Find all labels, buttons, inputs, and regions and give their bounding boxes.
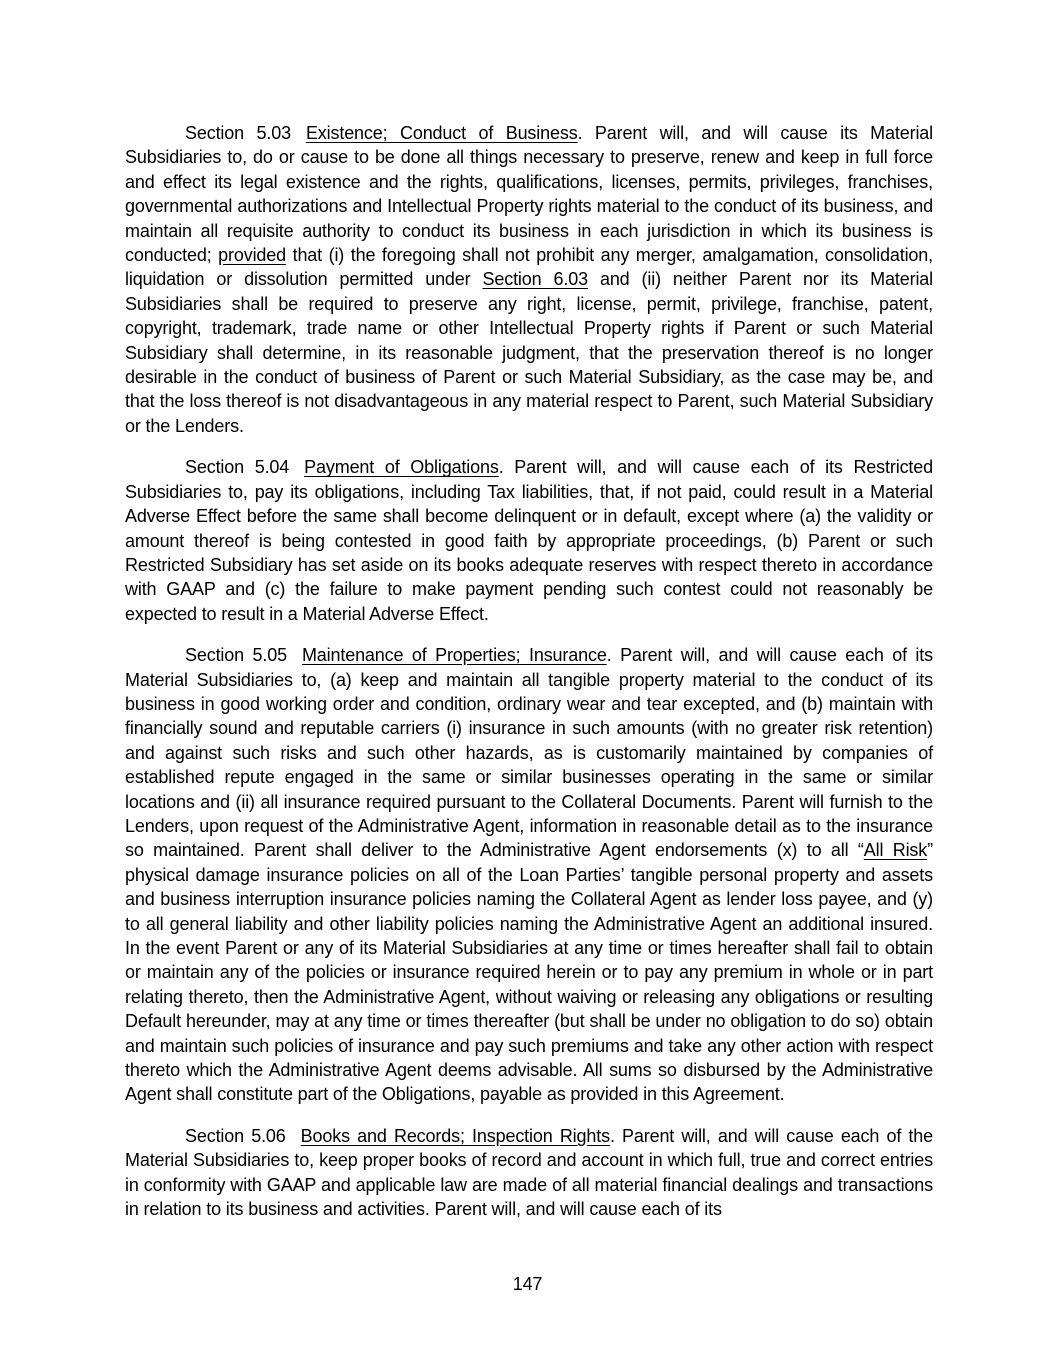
section-title-period: . bbox=[577, 123, 583, 143]
underlined-term: All Risk bbox=[863, 840, 928, 861]
body-text: and (ii) neither Parent nor its Material Subsidiaries shall be required to preserve any right, license, permit, privilege, franchise, patent, copyright, trademark, trade name or other Intellectual Property rights if Parent or such Material Subsidiary shall determine, in its reasonable judgment, that the preservation thereof is no longer desirable in the conduct of business of Parent or such Material Subsidiary, as the case may be, and that the loss thereof is not disadvantageous in any material respect to Parent, such Material Subsidiary or the Lenders. bbox=[125, 269, 934, 436]
section-title-period: . bbox=[498, 457, 504, 478]
body-text: that (i) the foregoing shall not prohibit any merger, amalgamation, consolidation, liquidation or dissolution permitted under bbox=[125, 245, 933, 290]
section-title: Existence; Conduct of Business bbox=[305, 123, 578, 143]
section-number: Section 5.05 bbox=[185, 645, 287, 666]
section-number: Section 5.06 bbox=[185, 1125, 286, 1146]
section-body bbox=[125, 645, 933, 1104]
page-footer bbox=[0, 1272, 1055, 1296]
document-content bbox=[125, 121, 933, 1221]
body-text: Parent will, and will cause each of its Material Subsidiaries to, (a) keep and maintain all tangible property material to the conduct of its business in good working order and condition, ordinary wear and tear excepted, and (b) maintain with financially sound and reputable carriers (i) insurance in such amounts (with no greater risk retention) and against such risks and such other hazards, as is customarily maintained by companies of established repute engaged in the same or similar businesses operating in the same or similar locations and (ii) all insurance required pursuant to the Collateral Documents. Parent will furnish to the Lenders, upon request of the Administrative Agent, information in reasonable detail as to the insurance so maintained. Parent shall deliver to the Administrative Agent endorsements (x) to all “ bbox=[125, 645, 933, 861]
section-title: Books and Records; Inspection Rights bbox=[300, 1125, 610, 1146]
body-text: Parent will, and will cause its Material Subsidiaries to, do or cause to be done all things necessary to preserve, renew and keep in full force and effect its legal existence and the rights, qualifications, licenses, permits, privileges, franchises, governmental authorizations and Intellectual Property rights material to the conduct of its business, and maintain all requisite authority to conduct its business in each jurisdiction in which its business is conducted; bbox=[125, 123, 934, 266]
body-text: Parent will, and will cause each of its Restricted Subsidiaries to, pay its obligations, including Tax liabilities, that, if not paid, could result in a Material Adverse Effect before the same shall become delinquent or in default, except where (a) the validity or amount thereof is being contested in good faith by appropriate proceedings, (b) Parent or such Restricted Subsidiary has set aside on its books adequate reserves with respect thereto in accordance with GAAP and (c) the failure to make payment pending such contest could not reasonably be expected to result in a Material Adverse Effect. bbox=[125, 457, 933, 624]
section-5-04 bbox=[125, 455, 933, 626]
body-text: Parent will, and will cause each of the Material Subsidiaries to, keep proper books of record and account in which full, true and correct entries in conformity with GAAP and applicable law are made of all material financial dealings and transactions in relation to its business and activities. Parent will, and will cause each of its bbox=[125, 1125, 933, 1220]
underlined-term: Section 6.03 bbox=[482, 269, 588, 290]
page-number: 147 bbox=[512, 1274, 543, 1294]
section-title-period: . bbox=[606, 645, 612, 666]
section-number: Section 5.03 bbox=[185, 123, 291, 143]
section-5-03 bbox=[125, 121, 933, 438]
section-body bbox=[125, 457, 933, 623]
body-text: ” physical damage insurance policies on all of the Loan Parties’ tangible personal property and assets and business interruption insurance policies naming the Collateral Agent as lender loss payee, and (y) to all general liability and other liability policies naming the Administrative Agent an additional insured. In the event Parent or any of its Material Subsidiaries at any time or times hereafter shall fail to obtain or maintain any of the policies or insurance required herein or to pay any premium in whole or in part relating thereto, then the Administrative Agent, without waiving or releasing any obligations or resulting Default hereunder, may at any time or times thereafter (but shall be under no obligation to do so) obtain and maintain such policies of insurance and pay such premiums and take any other action with respect thereto which the Administrative Agent deems advisable. All sums so disbursed by the Administrative Agent shall constitute part of the Obligations, payable as provided in this Agreement. bbox=[125, 840, 933, 1105]
section-number: Section 5.04 bbox=[185, 457, 290, 478]
section-title: Maintenance of Properties; Insurance bbox=[301, 645, 607, 666]
section-5-05 bbox=[125, 643, 933, 1107]
section-title: Payment of Obligations bbox=[304, 457, 499, 478]
section-body bbox=[125, 123, 933, 436]
section-5-06 bbox=[125, 1124, 933, 1222]
underlined-term: provided bbox=[218, 245, 287, 266]
section-title-period: . bbox=[609, 1125, 615, 1146]
